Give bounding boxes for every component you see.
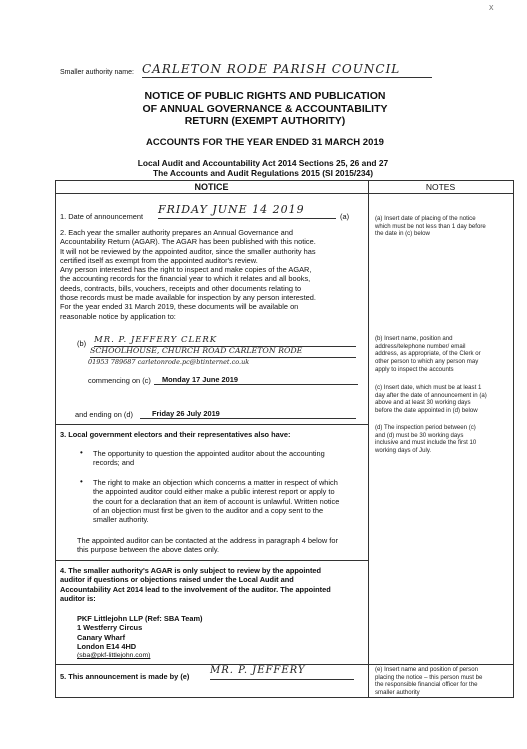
- section-3-bullet-2: [93, 478, 365, 524]
- section-2-text: [60, 228, 365, 321]
- auditor-email[interactable]: (sba@pkf-littlejohn.com): [77, 652, 151, 660]
- note-c-line: before the date appointed in (d) below: [375, 407, 478, 415]
- section-2-line: Accountability Return (AGAR). The AGAR has been published with this notice.: [60, 237, 316, 247]
- note-c-line: above and at least 30 working days: [375, 399, 471, 407]
- section-2-line: certified itself as exempt from the appointed auditor's review.: [60, 255, 258, 265]
- announcer-name: MR. P. JEFFERY: [210, 665, 354, 680]
- note-d-line: inclusive and must include the first 10: [375, 439, 477, 447]
- section-4-line: auditor is:: [60, 593, 96, 603]
- note-d-line: and (d) must be 30 working days: [375, 431, 464, 439]
- corner-mark: x: [489, 2, 494, 12]
- legislation-block: [40, 158, 486, 178]
- bullet-1-line: records; and: [93, 458, 135, 468]
- notes-column-header: NOTES: [425, 182, 456, 192]
- contact-line-2: SCHOOLHOUSE, CHURCH ROAD CARLETON RODE: [90, 346, 356, 358]
- bullet-2-line: of an objection must first be given to the auditor and a copy sent to the: [93, 505, 324, 515]
- ending-date: Friday 26 July 2019: [140, 409, 356, 419]
- section-2-line: reasonable notice by application to:: [60, 311, 176, 321]
- section-2-line: For the year ended 31 March 2019, these documents will be available on: [60, 302, 299, 312]
- bullet-2-icon: •: [80, 477, 83, 486]
- auditor-address-line: London E14 4HD: [77, 641, 137, 651]
- legislation-line-2: The Accounts and Audit Regulations 2015 (SI 2015/234): [153, 168, 373, 178]
- bullet-2-line: the court for a declaration that an item of account is unlawful. Written notice: [93, 496, 340, 506]
- table-header-divider: [55, 193, 514, 194]
- note-e-line: placing the notice – this person must be: [375, 673, 483, 681]
- note-e-line: (e) Insert name and position of person: [375, 666, 478, 673]
- section-4-text: [60, 566, 365, 603]
- accounts-year-heading: ACCOUNTS FOR THE YEAR ENDED 31 MARCH 2019: [146, 137, 384, 148]
- section-4-line: auditor if questions or objections raised under the Local Audit and: [60, 575, 294, 585]
- note-b-line: address/telephone number/ email: [375, 342, 466, 350]
- note-b: [375, 335, 511, 374]
- page-title: [60, 90, 470, 128]
- table-top-border: [55, 180, 514, 181]
- authority-label: Smaller authority name:: [60, 69, 134, 76]
- note-b-line: other person to which any person may: [375, 358, 479, 366]
- note-e-line: the responsible financial officer for the: [375, 681, 478, 689]
- section-1-label: 1. Date of announcement: [60, 212, 143, 221]
- section-5-label: 5. This announcement is made by (e): [60, 672, 190, 681]
- title-line-3: RETURN (EXEMPT AUTHORITY): [184, 115, 346, 127]
- authority-name: CARLETON RODE PARISH COUNCIL: [142, 62, 432, 78]
- contact-line-1: MR. P. JEFFERY CLERK: [94, 335, 356, 347]
- section-4-line: 4. The smaller authority's AGAR is only subject to review by the appointed: [60, 566, 322, 575]
- note-a-line: the date in (c) below: [375, 230, 430, 238]
- section-3-bullet-1: [93, 449, 365, 468]
- auditor-address-line: Canary Wharf: [77, 632, 126, 642]
- note-d-line: working days of July.: [375, 447, 432, 455]
- note-c-line: day after the date of announcement in (a): [375, 391, 487, 399]
- note-e-line: smaller authority: [375, 689, 420, 697]
- section-2-b-label: (b): [77, 339, 87, 348]
- section-2-line: Any person interested has the right to inspect and make copies of the AGAR,: [60, 265, 312, 275]
- bullet-1-icon: •: [80, 448, 83, 457]
- section-2-line: It will not be reviewed by the appointed auditor, since the smaller authority has: [60, 246, 316, 256]
- section-2-line: those records must be made available for inspection by any person interested.: [60, 293, 316, 303]
- section-2-line: 2. Each year the smaller authority prepares an Annual Governance and: [60, 228, 293, 237]
- note-b-line: (b) Insert name, position and: [375, 335, 453, 342]
- commencing-label: commencing on (c): [88, 376, 151, 385]
- bullet-2-line: smaller authority.: [93, 515, 149, 525]
- auditor-name: PKF Littlejohn LLP (Ref: SBA Team): [77, 614, 203, 623]
- notice-column-header: NOTICE: [194, 182, 229, 192]
- section-3-contact-note: [77, 536, 367, 555]
- note-d-line: (d) The inspection period between (c): [375, 424, 476, 431]
- legislation-line-1: Local Audit and Accountability Act 2014 Sections 25, 26 and 27: [137, 158, 389, 168]
- note-c: [375, 384, 511, 415]
- bullet-2-line: the appointed auditor could either make a public interest report or apply to: [93, 487, 335, 497]
- auditor-address: [77, 614, 337, 660]
- announcement-date: FRIDAY JUNE 14 2019: [158, 203, 336, 219]
- table-bottom-border: [55, 697, 514, 698]
- section-2-line: the accounting records for the financial year to which it relates and all books,: [60, 274, 311, 284]
- section-4-line: Accountability Act 2014 lead to the involvement of the auditor. The appointed: [60, 584, 331, 594]
- contact-note-line: The appointed auditor can be contacted at the address in paragraph 4 below for: [77, 536, 338, 545]
- bullet-2-line: The right to make an objection which concerns a matter in respect of which: [93, 478, 338, 487]
- section-divider: [55, 560, 369, 561]
- ending-label: and ending on (d): [75, 410, 133, 419]
- contact-note-line: this purpose between the above dates only.: [77, 545, 220, 555]
- note-e: [375, 666, 511, 697]
- note-a-line: which must be not less than 1 day before: [375, 222, 486, 230]
- table-column-divider: [368, 180, 369, 698]
- contact-line-3: 01953 789687 carletonrode.pc@btinternet.co.uk: [88, 358, 250, 366]
- note-b-line: apply to inspect the accounts: [375, 365, 454, 373]
- note-a-line: (a) Insert date of placing of the notice: [375, 215, 476, 222]
- auditor-address-line: 1 Westferry Circus: [77, 623, 143, 633]
- note-b-line: address, as appropriate, of the Clerk or: [375, 350, 481, 358]
- section-3-heading: 3. Local government electors and their representatives also have:: [60, 430, 291, 439]
- bullet-1-line: The opportunity to question the appointed auditor about the accounting: [93, 449, 325, 458]
- table-right-border: [513, 180, 514, 698]
- section-divider: [55, 424, 369, 425]
- title-line-1: NOTICE OF PUBLIC RIGHTS AND PUBLICATION: [144, 90, 386, 102]
- note-c-line: (c) Insert date, which must be at least 1: [375, 384, 482, 391]
- table-left-border: [55, 180, 56, 698]
- note-d: [375, 424, 511, 455]
- commencing-date: Monday 17 June 2019: [154, 375, 358, 385]
- section-1-suffix: (a): [340, 212, 350, 221]
- note-a: [375, 215, 511, 238]
- section-2-line: deeds, contracts, bills, vouchers, receipts and other documents relating to: [60, 283, 302, 293]
- title-line-2: OF ANNUAL GOVERNANCE & ACCOUNTABILITY: [142, 102, 388, 115]
